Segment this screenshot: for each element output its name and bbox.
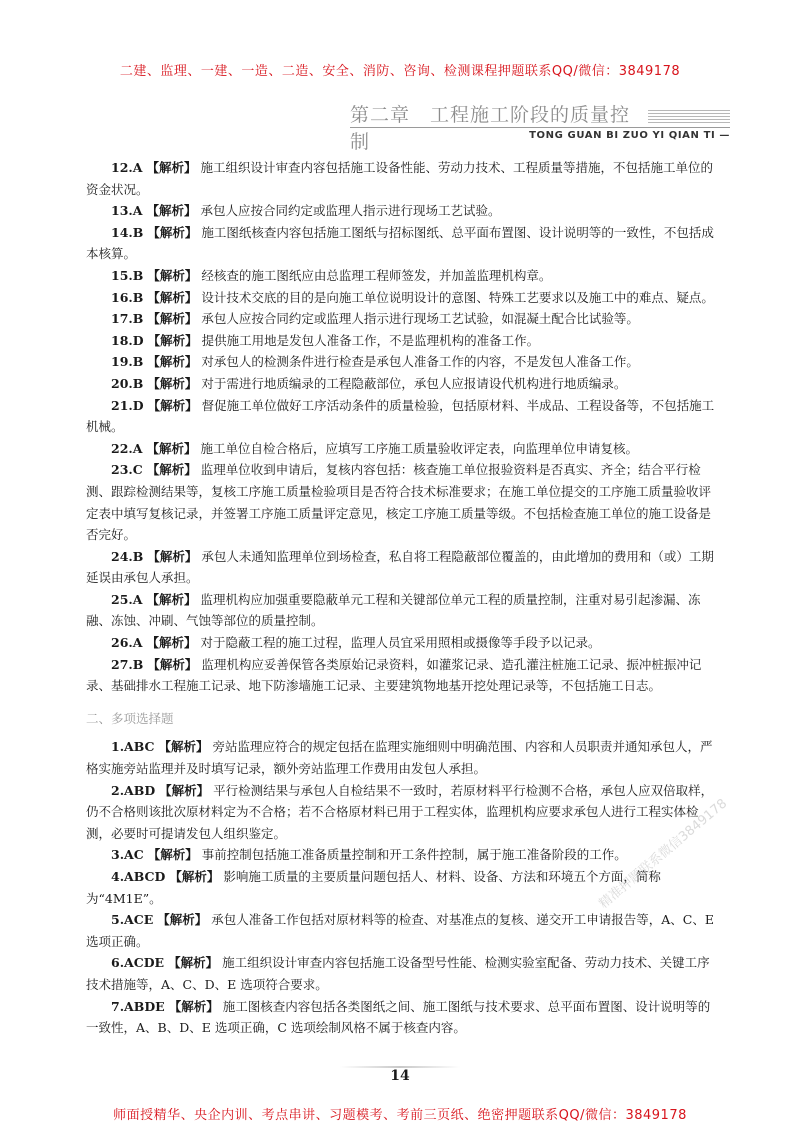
- answer-text: 督促施工单位做好工序活动条件的质量检验，包括原材料、半成品、工程设备等，不包括施工机械。: [86, 397, 715, 435]
- single-choice-list: [86, 157, 718, 697]
- answer-item: [86, 438, 718, 460]
- answer-number: 19.B: [111, 354, 144, 370]
- analysis-tag: 【解析】: [146, 462, 197, 478]
- analysis-tag: 【解析】: [147, 354, 198, 370]
- answer-item: [86, 996, 718, 1039]
- chapter-subtitle: TONG GUAN BI ZUO YI QIAN TI —: [529, 130, 730, 141]
- answer-number: 27.B: [111, 656, 144, 672]
- answer-text: 影响施工质量的主要质量问题包括人、材料、设备、方法和环境五个方面，简称为“4M1E”。: [86, 869, 661, 906]
- answer-item: [86, 844, 718, 866]
- answer-number: 4.ABCD: [111, 869, 166, 884]
- answer-item: [86, 632, 718, 654]
- answer-item: [86, 459, 718, 545]
- answer-text: 提供施工用地是发包人准备工作，不是监理机构的准备工作。: [201, 332, 540, 348]
- answer-number: 21.D: [111, 397, 144, 413]
- answer-number: 3.AC: [111, 847, 144, 863]
- analysis-tag: 【解析】: [146, 591, 197, 607]
- answer-text: 施工组织设计审查内容包括施工设备性能、劳动力技术、工程质量等措施，不包括施工单位的资金状况。: [86, 160, 713, 197]
- chapter-header: [350, 100, 730, 153]
- answer-item: [86, 952, 718, 995]
- analysis-tag: 【解析】: [147, 375, 198, 391]
- answer-number: 20.B: [111, 375, 144, 391]
- answer-number: 1.ABC: [111, 739, 155, 755]
- top-promo-banner: 二建、监理、一建、一造、二造、安全、消防、咨询、检测课程押题联系QQ/微信：3849178: [119, 64, 681, 79]
- analysis-tag: 【解析】: [146, 635, 197, 651]
- answer-text: 承包人准备工作包括对原材料等的检查、对基准点的复核、递交开工申请报告等，A、C、E 选项正确。: [86, 912, 714, 949]
- answer-text: 对于需进行地质编录的工程隐蔽部位，承包人应报请设代机构进行地质编录。: [201, 375, 627, 391]
- analysis-tag: 【解析】: [147, 847, 198, 863]
- section-title: 二、多项选择题: [86, 710, 174, 726]
- answer-item: [86, 736, 718, 779]
- answer-number: 22.A: [111, 440, 143, 456]
- answer-item: [86, 265, 718, 287]
- answer-number: 15.B: [111, 267, 144, 283]
- analysis-tag: 【解析】: [168, 998, 219, 1014]
- answer-number: 6.ACDE: [111, 955, 165, 971]
- analysis-tag: 【解析】: [147, 397, 198, 413]
- answer-item: [86, 654, 718, 697]
- answer-number: 18.D: [111, 332, 144, 348]
- analysis-tag: 【解析】: [147, 224, 198, 240]
- analysis-tag: 【解析】: [147, 267, 198, 283]
- answer-text: 旁站监理应符合的规定包括在监理实施细则中明确范围、内容和人员职责并通知承包人，严格实施旁站监理并及时填写记录，额外旁站监理工作费用由发包人承担。: [86, 739, 713, 777]
- answer-number: 5.ACE: [111, 912, 154, 928]
- answer-text: 设计技术交底的目的是向施工单位说明设计的意图、特殊工艺要求以及施工中的难点、疑点。: [201, 289, 714, 305]
- answer-text: 对于隐蔽工程的施工过程，监理人员宜采用照相或摄像等手段予以记录。: [200, 635, 601, 651]
- analysis-tag: 【解析】: [147, 656, 198, 672]
- answer-number: 25.A: [111, 591, 143, 607]
- answer-item: [86, 287, 718, 309]
- answer-explanations: [86, 157, 718, 1039]
- bottom-promo-banner: 师面授精华、央企内训、考点串讲、习题模考、考前三页纸、绝密押题联系QQ/微信：3849178: [113, 1108, 687, 1123]
- answer-text: 承包人应按合同约定或监理人指示进行现场工艺试验，如混凝土配合比试验等。: [201, 311, 639, 327]
- analysis-tag: 【解析】: [146, 203, 197, 219]
- watermark: 精准押题联系微信3849178: [596, 796, 731, 912]
- answer-number: 14.B: [111, 224, 144, 240]
- answer-text: 监理单位收到申请后，复核内容包括：核查施工单位报验资料是否真实、齐全；结合平行检测、跟踪检测结果等，复核工序施工质量检验项目是否符合技术标准要求；在施工单位提交的工序施工质量验收评定表中填写复核记录，并签署工序施工质量评定意见，核定工序施工质量等级。不包括检查施工单位的施工设备是否完好。: [86, 462, 712, 543]
- analysis-tag: 【解析】: [147, 332, 198, 348]
- analysis-tag: 【解析】: [159, 782, 210, 798]
- answer-number: 16.B: [111, 289, 144, 305]
- answer-text: 施工图核查内容包括各类图纸之间、施工图纸与技术要求、总平面布置图、设计说明等的一致性，A、B、D、E 选项正确，C 选项绘制风格不属于核查内容。: [86, 998, 711, 1036]
- answer-text: 施工组织设计审查内容包括施工设备型号性能、检测实验室配备、劳动力技术、关键工序技术措施等，A、C、D、E 选项符合要求。: [86, 955, 710, 992]
- analysis-tag: 【解析】: [147, 289, 198, 305]
- answer-text: 对承包人的检测条件进行检查是承包人准备工作的内容，不是发包人准备工作。: [201, 354, 639, 370]
- answer-number: 2.ABD: [111, 782, 156, 798]
- answer-item: [86, 157, 718, 200]
- answer-item: [86, 308, 718, 330]
- answer-item: [86, 373, 718, 395]
- answer-item: [86, 909, 718, 952]
- analysis-tag: 【解析】: [168, 955, 219, 971]
- answer-item: [86, 546, 718, 589]
- answer-item: [86, 200, 718, 222]
- answer-number: 26.A: [111, 635, 143, 651]
- answer-number: 24.B: [111, 548, 144, 564]
- analysis-tag: 【解析】: [169, 869, 220, 884]
- answer-item: [86, 589, 718, 632]
- answer-item: [86, 351, 718, 373]
- answer-text: 事前控制包括施工准备质量控制和开工条件控制，属于施工准备阶段的工作。: [201, 847, 627, 863]
- answer-text: 经核查的施工图纸应由总监理工程师签发，并加盖监理机构章。: [201, 267, 552, 283]
- answer-item: [86, 780, 718, 845]
- chapter-title: 第二章 工程施工阶段的质量控制: [350, 104, 631, 153]
- analysis-tag: 【解析】: [146, 440, 197, 456]
- answer-text: 承包人应按合同约定或监理人指示进行现场工艺试验。: [200, 203, 501, 219]
- analysis-tag: 【解析】: [147, 548, 198, 564]
- analysis-tag: 【解析】: [146, 160, 197, 175]
- answer-text: 平行检测结果与承包人自检结果不一致时，若原材料平行检测不合格，承包人应双倍取样，仍不合格则该批次原材料定为不合格；若不合格原材料已用于工程实体，监理机构应要求承包人进行工程实体检测，必要时可提请发包人组织鉴定。: [86, 782, 714, 841]
- answer-text: 监理机构应妥善保管各类原始记录资料，如灌浆记录、造孔灌注桩施工记录、振冲桩振冲记录、基础排水工程施工记录、地下防渗墙施工记录、主要建筑物地基开挖处理记录等，不包括施工日志。: [86, 656, 702, 694]
- answer-number: 13.A: [111, 203, 143, 219]
- answer-text: 监理机构应加强重要隐蔽单元工程和关键部位单元工程的质量控制，注重对易引起渗漏、冻融、冻蚀、冲刷、气蚀等部位的质量控制。: [86, 591, 701, 629]
- page-number: 14: [390, 1068, 410, 1084]
- answer-item: [86, 222, 718, 265]
- answer-number: 7.ABDE: [111, 998, 165, 1014]
- analysis-tag: 【解析】: [158, 739, 209, 755]
- answer-item: [86, 395, 718, 438]
- answer-text: 施工单位自检合格后，应填写工序施工质量验收评定表，向监理单位申请复核。: [200, 440, 638, 456]
- answer-item: [86, 330, 718, 352]
- answer-number: 12.A: [111, 160, 143, 175]
- header-rule: [350, 127, 730, 128]
- answer-number: 17.B: [111, 311, 144, 327]
- analysis-tag: 【解析】: [147, 311, 198, 327]
- decorative-stripes: [648, 110, 730, 124]
- analysis-tag: 【解析】: [157, 912, 208, 928]
- answer-text: 承包人未通知监理单位到场检查，私自将工程隐蔽部位覆盖的，由此增加的费用和（或）工期延误由承包人承担。: [86, 548, 714, 586]
- answer-number: 23.C: [111, 462, 143, 478]
- answer-text: 施工图纸核查内容包括施工图纸与招标图纸、总平面布置图、设计说明等的一致性，不包括成本核算。: [86, 224, 714, 262]
